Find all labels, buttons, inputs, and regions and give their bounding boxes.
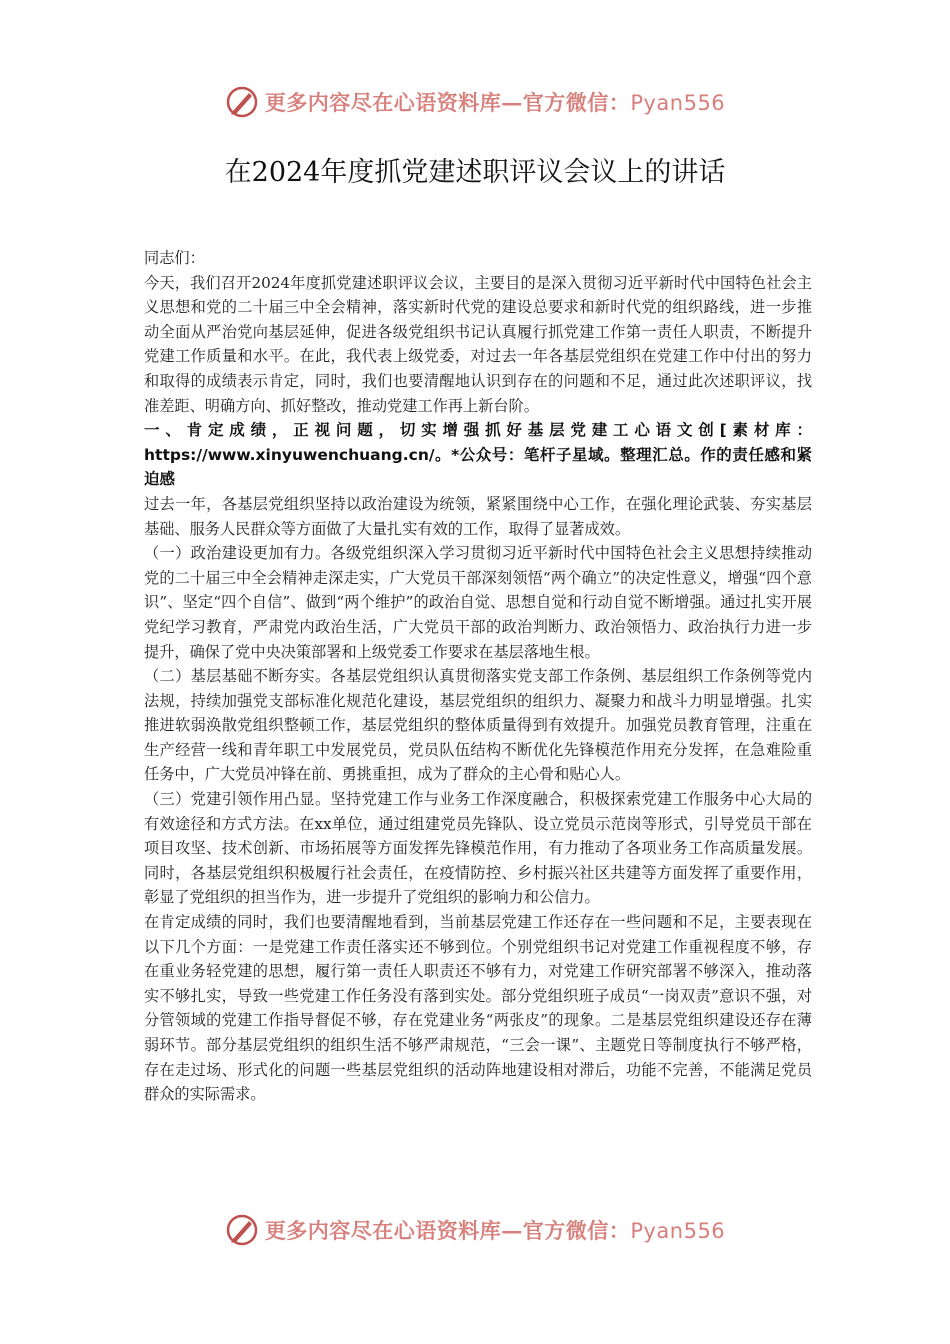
document-title: 在2024年度抓党建述职评议会议上的讲话 — [224, 157, 726, 188]
body-paragraph: 今天，我们召开2024年度抓党建述职评议会议，主要目的是深入贯彻习近平新时代中国特色社会主义思想和党的二十届三中全会精神，落实新时代党的建设总要求和新时代党的组织路线，进一步推动全面从严治党向基层延伸，促进各级党组织书记认真履行抓党建工作第一责任人职责，不断提升党建工作质量和水平。在此，我代表上级党委，对过去一年各基层党组织在党建工作中付出的努力和取得的成绩表示肯定，同时，我们也要清醒地认识到存在的问题和不足，通过此次述职评议，找准差距、明确方向、抓好整改，推动党建工作再上新台阶。 — [144, 273, 812, 415]
salutation: 同志们： — [144, 249, 205, 267]
banner-text: 更多内容尽在心语资料库—官方微信：Pyan556 — [264, 90, 726, 115]
body-paragraph: （三）党建引领作用凸显。坚持党建工作与业务工作深度融合，积极探索党建工作服务中心大局的有效途径和方式方法。在xx单位，通过组建党员先锋队、设立党员示范岗等形式，引导党员干部在项目攻坚、技术创新、市场拓展等方面发挥先锋模范作用，有力推动了各项业务工作高质量发展。同时，各基层党组织积极履行社会责任，在疫情防控、乡村振兴社区共建等方面发挥了重要作用，彰显了党组织的担当作为，进一步提升了党组织的影响力和公信力。 — [144, 790, 812, 907]
banner-wechat-id: Pyan556 — [630, 91, 726, 115]
pen-logo-icon — [225, 1213, 259, 1247]
footer-banner — [0, 1210, 950, 1250]
banner-wechat-id: Pyan556 — [630, 1219, 726, 1243]
banner-text: 更多内容尽在心语资料库—官方微信：Pyan556 — [264, 1218, 726, 1243]
body-paragraph: 在肯定成绩的同时，我们也要清醒地看到，当前基层党建工作还存在一些问题和不足，主要表现在以下几个方面：一是党建工作责任落实还不够到位。个别党组织书记对党建工作重视程度不够，存在重业务轻党建的思想，履行第一责任人职责还不够有力，对党建工作研究部署不够深入，推动落实不够扎实，导致一些党建工作任务没有落到实处。部分党组织班子成员“一岗双责”意识不强，对分管领域的党建工作指导督促不够，存在党建业务“两张皮”的现象。二是基层党组织建设还存在薄弱环节。部分基层党组织的组织生活不够严肃规范，“三会一课”、主题党日等制度执行不够严格，存在走过场、形式化的问题一些基层党组织的活动阵地建设相对滞后，功能不完善，不能满足党员群众的实际需求。 — [144, 913, 812, 1104]
section-heading: 一、肯定成绩，正视问题，切实增强抓好基层党建工心语文创[素材库：https://www.xinyuwenchuang.cn/。*公众号：笔杆子星域。整理汇总。作的责任感和紧迫感 — [144, 421, 812, 489]
body-paragraph: （一）政治建设更加有力。各级党组织深入学习贯彻习近平新时代中国特色社会主义思想持续推动党的二十届三中全会精神走深走实，广大党员干部深刻领悟“两个确立”的决定性意义，增强“四个意识”、坚定“四个自信”、做到“两个维护”的政治自觉、思想自觉和行动自觉不断增强。通过扎实开展党纪学习教育，严肃党内政治生活，广大党员干部的政治判断力、政治领悟力、政治执行力进一步提升，确保了党中央决策部署和上级党委工作要求在基层落地生根。 — [144, 544, 812, 661]
header-banner — [0, 82, 950, 122]
body-paragraph: 过去一年，各基层党组织坚持以政治建设为统领，紧紧围绕中心工作，在强化理论武装、夯实基层基础、服务人民群众等方面做了大量扎实有效的工作，取得了显著成效。 — [144, 494, 812, 538]
body-paragraph: （二）基层基础不断夯实。各基层党组织认真贯彻落实党支部工作条例、基层组织工作条例等党内法规，持续加强党支部标准化规范化建设，基层党组织的组织力、凝聚力和战斗力明显增强。扎实推进软弱涣散党组织整顿工作，基层党组织的整体质量得到有效提升。加强党员教育管理，注重在生产经营一线和青年职工中发展党员，党员队伍结构不断优化先锋模范作用充分发挥，在急难险重任务中，广大党员冲锋在前、勇挑重担，成为了群众的主心骨和贴心人。 — [144, 667, 812, 784]
document-body — [144, 246, 812, 1107]
pen-logo-icon — [225, 85, 259, 119]
